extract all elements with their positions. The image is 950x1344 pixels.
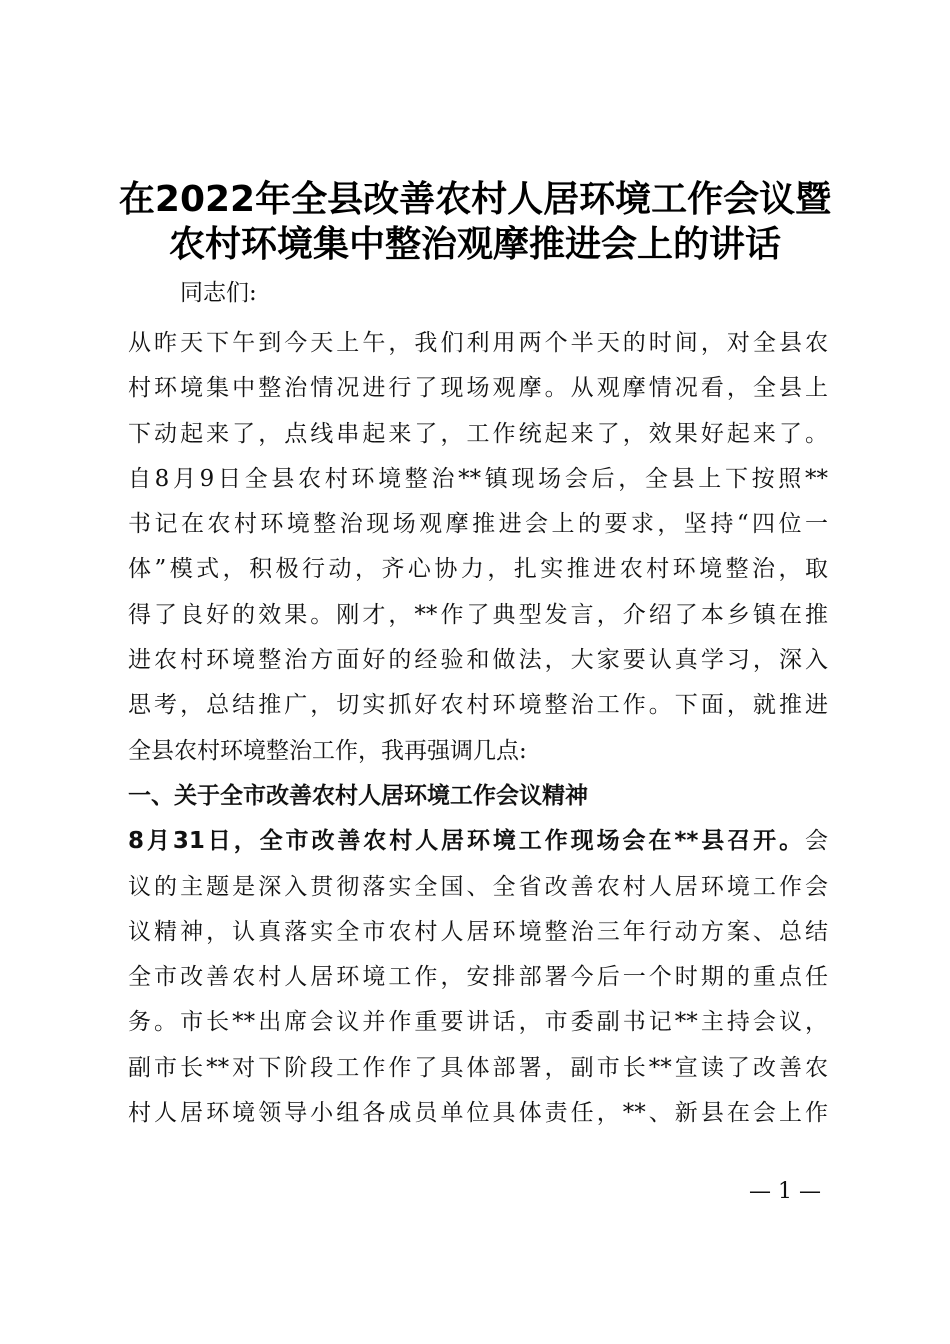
- section-lead-line: [128, 819, 828, 864]
- paragraph-line: 务。市长**出席会议并作重要讲话，市委副书记**主持会议，: [128, 1009, 828, 1036]
- salutation: 同志们:: [180, 280, 257, 306]
- paragraph-line: 得了良好的效果。刚才，**作了典型发言，介绍了本乡镇在推: [128, 601, 828, 628]
- paragraph-line: 自8月9日全县农村环境整治**镇现场会后，全县上下按照**: [128, 465, 828, 492]
- paragraph-line: 思考，总结推广，切实抓好农村环境整治工作。下面，就推进: [128, 692, 828, 719]
- paragraph-line: 村人居环境领导小组各成员单位具体责任，**、新县在会上作: [128, 1100, 828, 1127]
- paragraph-line: 全市改善农村人居环境工作，安排部署今后一个时期的重点任: [128, 964, 828, 991]
- paragraph-line: 书记在农村环境整治现场观摩推进会上的要求，坚持“四位一: [128, 511, 828, 538]
- paragraph-line: 从昨天下午到今天上午，我们利用两个半天的时间，对全县农: [128, 330, 828, 356]
- document-title-line-2: 农村环境集中整治观摩推进会上的讲话: [168, 224, 781, 265]
- paragraph-line: 议精神，认真落实全市农村人居环境整治三年行动方案、总结: [128, 918, 828, 945]
- document-title-line-1: 在2022年全县改善农村人居环境工作会议暨: [118, 179, 832, 220]
- section-lead-bold: 8月31日，全市改善农村人居环境工作现场会在**县召开。: [128, 828, 805, 855]
- paragraph-line: 议的主题是深入贯彻落实全国、全省改善农村人居环境工作会: [128, 873, 828, 900]
- paragraph-line: 村环境集中整治情况进行了现场观摩。从观摩情况看，全县上: [128, 375, 828, 402]
- paragraph-line: 进农村环境整治方面好的经验和做法，大家要认真学习，深入: [128, 647, 828, 674]
- section-heading: 一、关于全市改善农村人居环境工作会议精神: [128, 782, 588, 809]
- paragraph-line: 下动起来了，点线串起来了，工作统起来了，效果好起来了。: [128, 420, 828, 447]
- page-number: — 1 —: [749, 1179, 821, 1204]
- paragraph-line: 体”模式，积极行动，齐心协力，扎实推进农村环境整治，取: [128, 556, 828, 583]
- paragraph-line: 副市长**对下阶段工作作了具体部署，副市长**宣读了改善农: [128, 1054, 828, 1081]
- document-body: [128, 321, 828, 1136]
- paragraph-line: 全县农村环境整治工作，我再强调几点:: [128, 737, 527, 764]
- section-lead-rest: 会: [805, 828, 828, 855]
